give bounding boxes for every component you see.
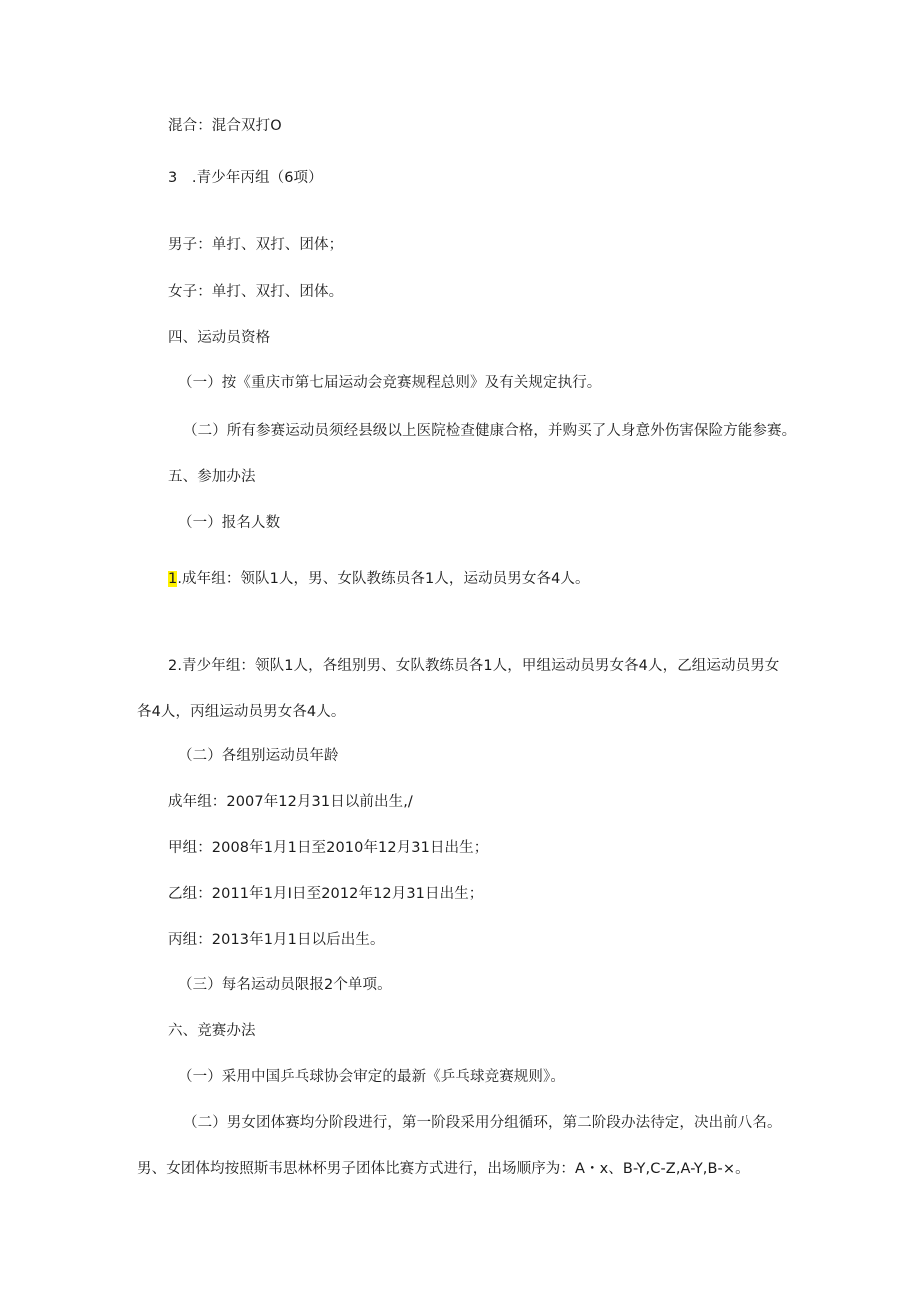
text-line-youth-c-group: 3 .青少年丙组（6项） — [168, 170, 323, 186]
section-heading-athlete-eligibility: 四、运动员资格 — [168, 330, 271, 346]
text-line-eligibility-1: （一）按《重庆市第七届运动会竞赛规程总则》及有关规定执行。 — [178, 375, 602, 391]
text-line-team-stages: （二）男女团体赛均分阶段进行，第一阶段采用分组循环，第二阶段办法待定，决出前八名。 — [183, 1115, 782, 1131]
text-line-eligibility-2: （二）所有参赛运动员须经县级以上医院检查健康合格，并购买了人身意外伤害保险方能参赛。 — [183, 423, 797, 439]
text-line-group-b-age: 乙组：2011年1月I日至2012年12月31日出生； — [168, 886, 484, 902]
text-line-group-c-age: 丙组：2013年1月1日以后出生。 — [168, 932, 385, 948]
text-line-youth-group-cont: 各4人，丙组运动员男女各4人。 — [137, 704, 346, 720]
text-line-adult-age: 成年组：2007年12月31日以前出生,∕ — [168, 794, 413, 810]
text-line-adult-group — [168, 569, 590, 589]
highlight-mark: 1 — [168, 571, 178, 587]
text-line-rules: （一）采用中国乒乓球协会审定的最新《乒乓球竞赛规则》。 — [178, 1069, 565, 1085]
text-line-women-events: 女子：单打、双打、团体。 — [168, 284, 344, 300]
text-line-men-events: 男子：单打、双打、团体； — [168, 237, 344, 253]
text-line-adult-group-body: .成年组：领队1人，男、女队教练员各1人，运动员男女各4人。 — [177, 571, 590, 587]
text-line-mixed-doubles: 混合：混合双打O — [168, 118, 282, 134]
text-line-youth-group: 2.青少年组：领队1人，各组别男、女队教练员各1人，甲组运动员男女各4人，乙组运动员男女 — [168, 658, 780, 674]
text-line-registration-count: （一）报名人数 — [178, 515, 281, 531]
text-line-age-heading: （二）各组别运动员年龄 — [178, 748, 339, 764]
section-heading-participation: 五、参加办法 — [168, 469, 256, 485]
section-heading-competition-method: 六、竞赛办法 — [168, 1023, 256, 1039]
text-line-team-format: 男、女团体均按照斯韦思林杯男子团体比赛方式进行，出场顺序为：A・x、B-Y,C-Z,A-Y,B-×。 — [137, 1161, 750, 1177]
text-line-event-limit: （三）每名运动员限报2个单项。 — [178, 977, 392, 993]
text-line-group-a-age: 甲组：2008年1月1日至2010年12月31日出生； — [168, 840, 489, 856]
